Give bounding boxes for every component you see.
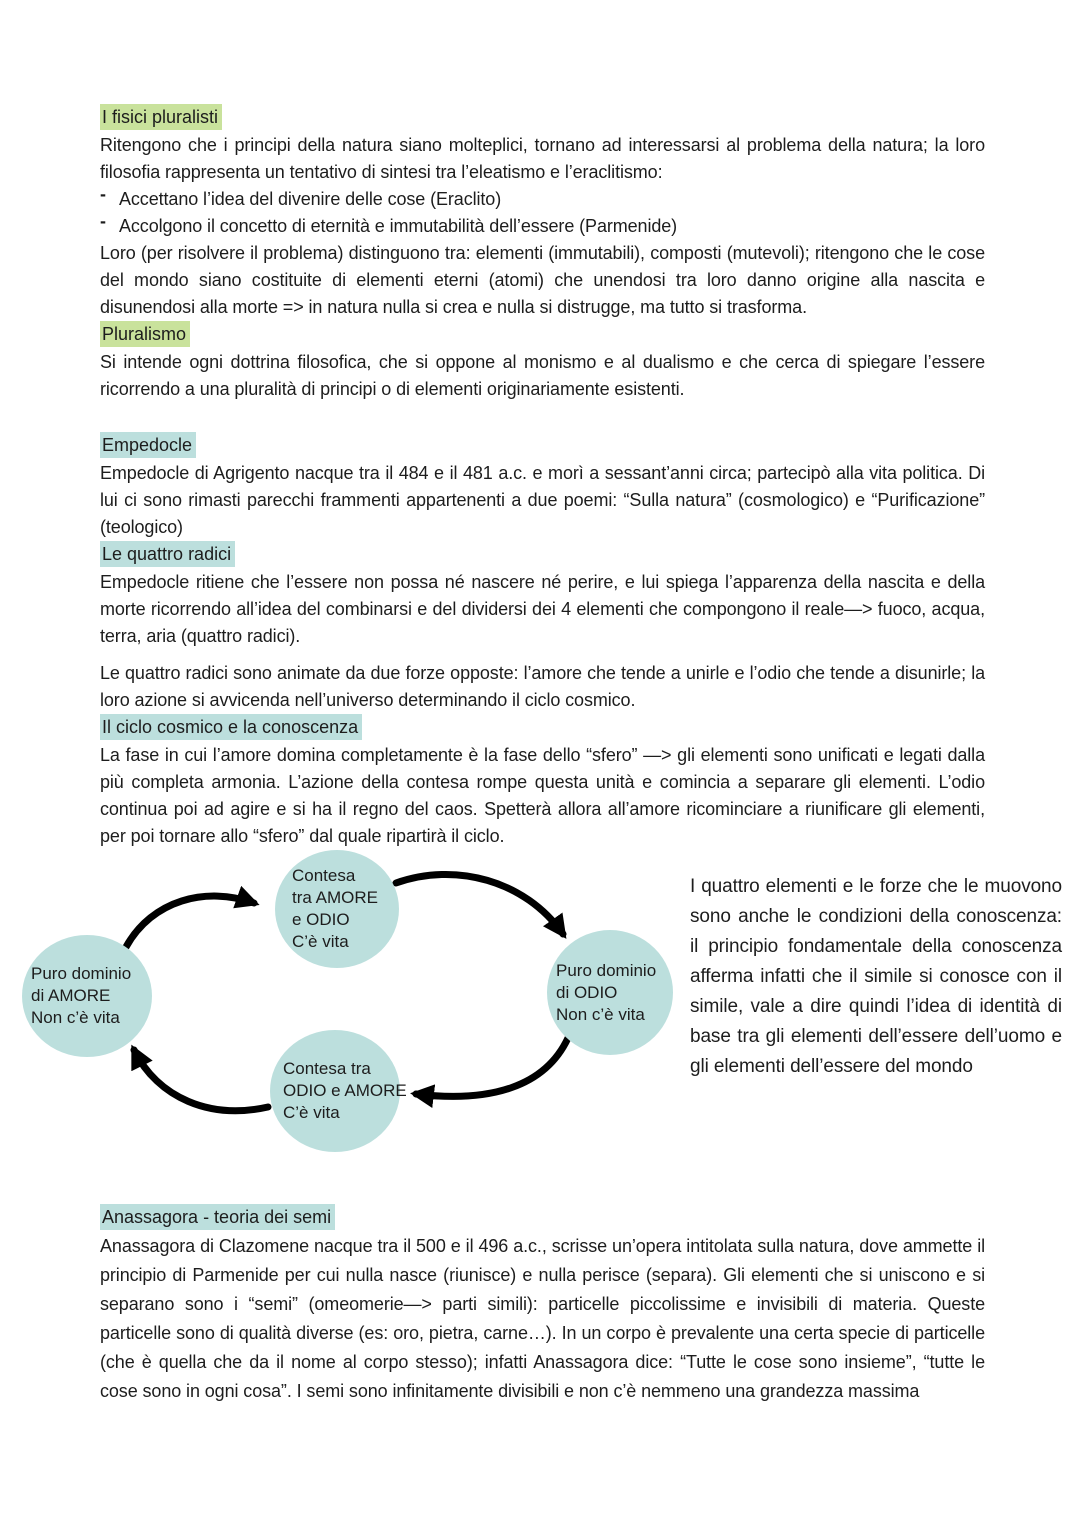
node-line: di ODIO bbox=[556, 982, 618, 1002]
node-line: Non c’è vita bbox=[556, 1004, 645, 1024]
arrow-left-to-top bbox=[126, 896, 254, 947]
section-heading-fisici bbox=[100, 104, 985, 132]
section-anassagora bbox=[100, 1204, 985, 1406]
bullet-item bbox=[100, 213, 985, 240]
paragraph-anassagora: Anassagora di Clazomene nacque tra il 500 e il 496 a.c., scrisse un’opera intitolata sulla natura, dove ammette il principio di Parmenide per cui nulla nasce (riunisce) e nulla perisce (separa). Gli elementi che si uniscono e si separano sono i “semi” (omeomerie—> parti simili): particelle piccolissime e invisibili di materia. Queste particelle sono di qualità diverse (es: oro, pietra, carne…). In un corpo è prevalente una certa specie di particelle (che è quella che da il nome al corpo stesso); infatti Anassagora dice: “Tutte le cose sono insieme”, “tutte le cose sono in ogni cosa”. I semi sono infinitamente divisibili e non c’è nemmeno una grandezza massima bbox=[100, 1236, 985, 1401]
bullet-dash: - bbox=[100, 184, 106, 204]
node-line: Contesa bbox=[292, 866, 356, 885]
node-line: C’è vita bbox=[292, 932, 349, 951]
section-heading-radici bbox=[100, 541, 985, 569]
bullet-text: Accolgono il concetto di eternità e immutabilità dell’essere (Parmenide) bbox=[119, 216, 678, 236]
bullet-item bbox=[100, 186, 985, 213]
blank-line bbox=[100, 403, 985, 432]
section-heading-pluralismo bbox=[100, 321, 985, 349]
cycle-node-pure-amore bbox=[22, 935, 152, 1057]
diagram-side-text: I quattro elementi e le forze che le muovono sono anche le condizioni della conoscenza: il principio fondamentale della conoscenza afferma infatti che il simile si conosce con il simile, vale a dire quindi l’idea di identità di base tra gli elementi dell’essere dell’uomo e gli elementi dell’essere del mondo bbox=[690, 876, 1062, 1077]
highlighted-heading: Le quattro radici bbox=[100, 541, 235, 567]
paragraph-fisici-1: Ritengono che i principi della natura siano molteplici, tornano ad interessarsi al problema della natura; la loro filosofia rappresenta un tentativo di sintesi tra l’eleatismo e l’eraclitismo: bbox=[100, 135, 985, 182]
highlighted-heading: Anassagora - teoria dei semi bbox=[100, 1204, 335, 1230]
paragraph-ciclo: La fase in cui l’amore domina completamente è la fase dello “sfero” —> gli elementi sono unificati e legati dalla più completa armonia. L’azione della contesa rompe questa unità e comincia a separare gli elementi. L’odio continua poi ad agire e si ha il regno del caos. Spetterà allora all’amore ricominciare a riunificare gli elementi, per poi tornare allo “sfero” dal quale ripartirà il ciclo. bbox=[100, 745, 985, 846]
arrow-top-to-right bbox=[396, 874, 563, 934]
paragraph-radici-2: Le quattro radici sono animate da due forze opposte: l’amore che tende a unirle e l’odio che tende a disunirle; la loro azione si avvicenda nell’universo determinando il ciclo cosmico. bbox=[100, 663, 985, 710]
cycle-node-contesa-amore-odio bbox=[275, 850, 399, 968]
arrow-bottom-to-left bbox=[134, 1050, 268, 1111]
highlighted-heading: Pluralismo bbox=[100, 321, 190, 347]
node-line: tra AMORE bbox=[292, 888, 378, 907]
arrow-right-to-bottom bbox=[416, 1038, 568, 1096]
highlighted-heading: I fisici pluralisti bbox=[100, 104, 222, 130]
bullet-text: Accettano l’idea del divenire delle cose (Eraclito) bbox=[119, 189, 502, 209]
paragraph-fisici-2: Loro (per risolvere il problema) distinguono tra: elementi (immutabili), composti (mutevoli); ritengono che le cose del mondo siano costituite di elementi eterni (atomi) che unendosi tra loro danno origine alla nascita e disunendosi alla morte => in natura nulla si crea e nulla si distrugge, ma tutto si trasforma. bbox=[100, 243, 985, 317]
bullet-dash: - bbox=[100, 211, 106, 231]
node-line: Contesa tra bbox=[283, 1059, 371, 1078]
cycle-node-contesa-odio-amore bbox=[270, 1030, 407, 1152]
node-line: Non c’è vita bbox=[31, 1008, 120, 1027]
section-heading-anassagora bbox=[100, 1204, 985, 1232]
node-line: ODIO e AMORE bbox=[283, 1081, 407, 1100]
cosmic-cycle-diagram bbox=[0, 850, 1080, 1152]
paragraph-empedocle: Empedocle di Agrigento nacque tra il 484 e il 481 a.c. e morì a sessant’anni circa; partecipò alla vita politica. Di lui ci sono rimasti parecchi frammenti appartenenti a due poemi: “Sulla natura” (cosmologico) e “Purificazione” (teologico) bbox=[100, 463, 985, 537]
node-line: C’è vita bbox=[283, 1103, 340, 1122]
node-line: Puro dominio bbox=[31, 964, 132, 983]
highlighted-heading: Il ciclo cosmico e la conoscenza bbox=[100, 714, 362, 740]
node-line: Puro dominio bbox=[556, 960, 657, 980]
paragraph-radici-1: Empedocle ritiene che l’essere non possa né nascere né perire, e lui spiega l’apparenza della nascita e della morte ricorrendo all’idea del combinarsi e del dividersi dei 4 elementi che compongono il reale—> fuoco, acqua, terra, aria (quattro radici). bbox=[100, 572, 985, 646]
cycle-node-pure-odio bbox=[547, 930, 673, 1055]
section-heading-empedocle bbox=[100, 432, 985, 460]
node-line: di AMORE bbox=[31, 986, 111, 1005]
highlighted-heading: Empedocle bbox=[100, 432, 196, 458]
paragraph-pluralismo: Si intende ogni dottrina filosofica, che si oppone al monismo e al dualismo e che cerca di spiegare l’essere ricorrendo a una pluralità di principi o di elementi originariamente esistenti. bbox=[100, 352, 985, 399]
node-line: e ODIO bbox=[292, 910, 350, 929]
section-heading-ciclo bbox=[100, 714, 985, 742]
